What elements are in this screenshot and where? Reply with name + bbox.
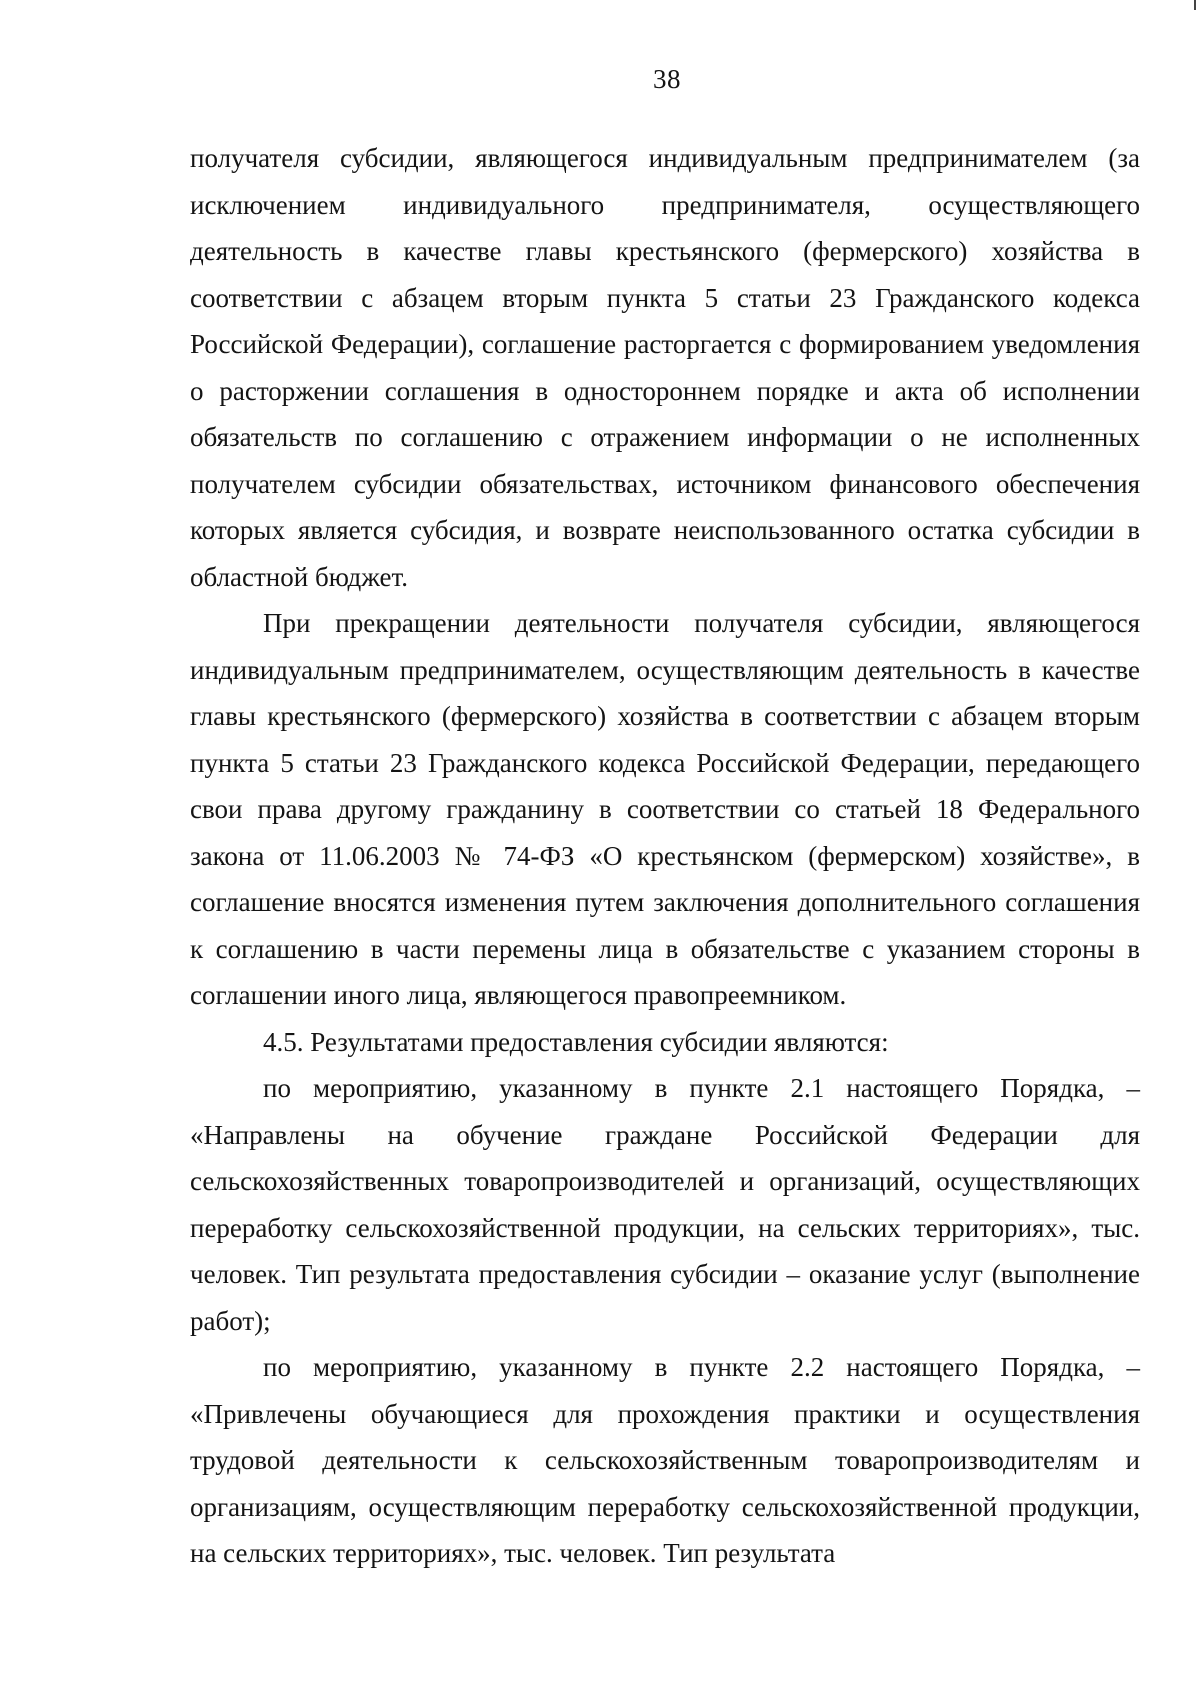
paragraph-farm-head-succession: При прекращении деятельности получателя субсидии, являющегося индивидуальным предпринимателем, осуществляющим деятельность в качестве главы крестьянского (фермерского) хозяйства в соответствии с абзацем вторым пункта 5 статьи 23 Гражданского кодекса Российской Федерации, передающего свои права другому гражданину в соответствии со статьей 18 Федерального закона от 11.06.2003 № 74-ФЗ «О крестьянском (фермерском) хозяйстве», в соглашение вносятся изменения путем заключения дополнительного соглашения к соглашению в части перемены лица в обязательстве с указанием стороны в соглашении иного лица, являющегося правопреемником.: [190, 608, 1140, 1010]
scan-artifact-mark: [1194, 0, 1196, 10]
paragraph-termination-individual-entrepreneur: получателя субсидии, являющегося индивидуальным предпринимателем (за исключением индивидуального предпринимателя, осуществляющего деятельность в качестве главы крестьянского (фермерского) хозяйства в соответствии с абзацем вторым пункта 5 статьи 23 Гражданского кодекса Российской Федерации), соглашение расторгается с формированием уведомления о расторжении соглашения в одностороннем порядке и акта об исполнении обязательств по соглашению с отражением информации о не исполненных получателем субсидии обязательствах, источником финансового обеспечения которых является субсидия, и возврате неиспользованного остатка субсидии в областной бюджет.: [190, 143, 1140, 592]
paragraph-result-measure-2-1: по мероприятию, указанному в пункте 2.1 настоящего Порядка, – «Направлены на обучение граждане Российской Федерации для сельскохозяйственных товаропроизводителей и организаций, осуществляющих переработку сельскохозяйственной продукции, на сельских территориях», тыс. человек. Тип результата предоставления субсидии – оказание услуг (выполнение работ);: [190, 1073, 1140, 1336]
paragraph-section-4-5-heading: 4.5. Результатами предоставления субсидии являются:: [263, 1026, 889, 1057]
page-number: 38: [653, 64, 681, 94]
document-body: [190, 135, 1140, 1577]
paragraph-result-measure-2-2: по мероприятию, указанному в пункте 2.2 настоящего Порядка, – «Привлечены обучающиеся для прохождения практики и осуществления трудовой деятельности к сельскохозяйственным товаропроизводителям и организациям, осуществляющим переработку сельскохозяйственной продукции, на сельских территориях», тыс. человек. Тип результата: [190, 1352, 1140, 1568]
